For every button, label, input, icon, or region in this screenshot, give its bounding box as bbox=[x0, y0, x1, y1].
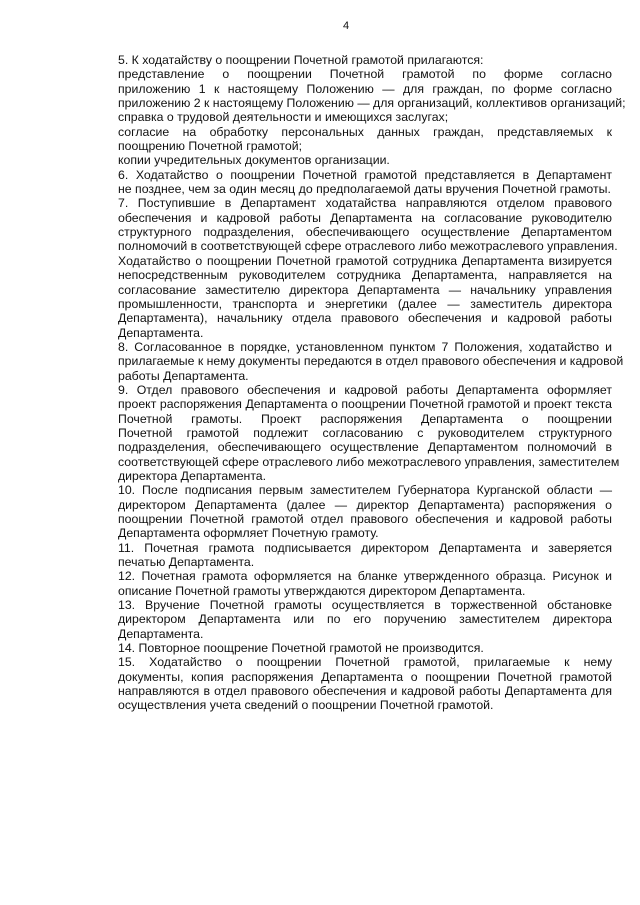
page-number: 4 bbox=[342, 20, 350, 32]
text-line: Почетной грамотой подлежит согласованию с руководителем структурного bbox=[118, 425, 612, 440]
paragraph-p5b bbox=[80, 110, 612, 124]
text-line: документы, копия распоряжения Департамента о поощрении Почетной грамотой bbox=[118, 669, 612, 684]
document-page bbox=[80, 20, 626, 713]
text-line: обеспечения и кадровой работы Департамента на согласование руководителю bbox=[118, 210, 612, 225]
text-line: непосредственным руководителем сотрудника Департамента, направляется на bbox=[118, 268, 612, 283]
text-line: Почетной грамоты. Проект распоряжения Департамента о поощрении bbox=[118, 411, 612, 426]
paragraph-p13 bbox=[80, 598, 612, 641]
text-line: Ходатайство о поощрении Почетной грамотой сотрудника Департамента визируется bbox=[118, 253, 612, 268]
paragraph-p5c bbox=[80, 125, 612, 154]
text-line: 14. Повторное поощрение Почетной грамотой не производится. bbox=[118, 641, 484, 656]
text-line: соответствующей сфере отраслевого либо межотраслевого управления, заместителем bbox=[118, 454, 620, 469]
text-line: приложению 2 к настоящему Положению — для организаций, коллективов организаций; bbox=[118, 96, 626, 111]
text-line: директора Департамента. bbox=[118, 468, 267, 483]
text-line: работы Департамента. bbox=[118, 368, 249, 383]
paragraph-p10 bbox=[80, 483, 612, 540]
paragraph-p14 bbox=[80, 641, 612, 655]
text-line: 7. Поступившие в Департамент ходатайства направляются отделом правового bbox=[118, 196, 612, 211]
text-line: 8. Согласованное в порядке, установленном пунктом 7 Положения, ходатайство и bbox=[118, 339, 612, 354]
paragraph-p15 bbox=[80, 655, 612, 712]
text-line: прилагаемые к нему документы передаются в отдел правового обеспечения и кадровой bbox=[118, 354, 624, 369]
text-line: направляются в отдел правового обеспечения и кадровой работы Департамента для bbox=[118, 684, 612, 699]
text-line: Департамента), начальнику отдела правового обеспечения и кадровой работы bbox=[118, 311, 612, 326]
paragraph-p9 bbox=[80, 382, 620, 483]
text-line: директором Департамента или по его поручению заместителем директора bbox=[118, 612, 612, 627]
text-line: подразделения, обеспечивающего осуществление Департаментом полномочий в bbox=[118, 440, 612, 455]
text-line: 9. Отдел правового обеспечения и кадровой работы Департамента оформляет bbox=[118, 382, 612, 397]
text-line: приложению 1 к настоящему Положению — для граждан, по форме согласно bbox=[118, 81, 612, 96]
text-line: Департамента. bbox=[118, 626, 204, 641]
text-line: полномочий в соответствующей сфере отраслевого либо межотраслевого управления. bbox=[118, 239, 618, 254]
text-line: структурного подразделения, обеспечивающего осуществление Департаментом bbox=[118, 225, 612, 240]
text-line: не позднее, чем за один месяц до предполагаемой даты вручения Почетной грамоты. bbox=[118, 182, 611, 197]
text-line: 10. После подписания первым заместителем Губернатора Курганской области — bbox=[118, 483, 612, 498]
text-line: 15. Ходатайство о поощрении Почетной грамотой, прилагаемые к нему bbox=[118, 655, 612, 670]
paragraph-p12 bbox=[80, 569, 612, 598]
text-line: Департамента оформляет Почетную грамоту. bbox=[118, 526, 379, 541]
paragraph-p5 bbox=[80, 53, 612, 67]
text-line: печатью Департамента. bbox=[118, 555, 255, 570]
text-line: поощрению Почетной грамотой; bbox=[118, 139, 303, 154]
text-line: справка о трудовой деятельности и имеющихся заслугах; bbox=[118, 110, 449, 125]
paragraph-p5a bbox=[80, 67, 626, 111]
text-line: согласование заместителю директора Департамента — начальнику управления bbox=[118, 282, 612, 297]
paragraph-p7 bbox=[80, 196, 618, 340]
text-line: описание Почетной грамоты утверждаются директором Департамента. bbox=[118, 583, 526, 598]
paragraph-p6 bbox=[80, 168, 612, 197]
text-line: поощрении Почетной грамотой отдел правового обеспечения и кадровой работы bbox=[118, 512, 612, 526]
text-line: представление о поощрении Почетной грамотой по форме согласно bbox=[118, 67, 612, 82]
text-line: 12. Почетная грамота оформляется на бланке утвержденного образца. Рисунок и bbox=[118, 569, 612, 584]
text-line: осуществления учета сведений о поощрении Почетной грамотой. bbox=[118, 698, 494, 713]
text-line: Департамента. bbox=[118, 325, 204, 340]
text-line: 11. Почетная грамота подписывается директором Департамента и заверяется bbox=[118, 540, 612, 555]
paragraph-p11 bbox=[80, 541, 612, 570]
text-line: 6. Ходатайство о поощрении Почетной грамотой представляется в Департамент bbox=[118, 167, 612, 182]
text-line: 13. Вручение Почетной грамоты осуществляется в торжественной обстановке bbox=[118, 598, 612, 613]
text-line: директором Департамента (далее — директор Департамента) распоряжения о bbox=[118, 497, 612, 512]
paragraph-p5d bbox=[80, 153, 612, 167]
text-line: копии учредительных документов организации. bbox=[118, 153, 390, 168]
text-line: согласие на обработку персональных данных граждан, представляемых к bbox=[118, 124, 612, 139]
document-body bbox=[80, 53, 626, 713]
text-line: 5. К ходатайству о поощрении Почетной грамотой прилагаются: bbox=[118, 53, 484, 67]
text-line: проект распоряжения Департамента о поощрении Почетной грамотой и проект текста bbox=[118, 397, 612, 412]
text-line: промышленности, транспорта и энергетики (далее — заместитель директора bbox=[118, 296, 612, 311]
paragraph-p8 bbox=[80, 339, 624, 383]
